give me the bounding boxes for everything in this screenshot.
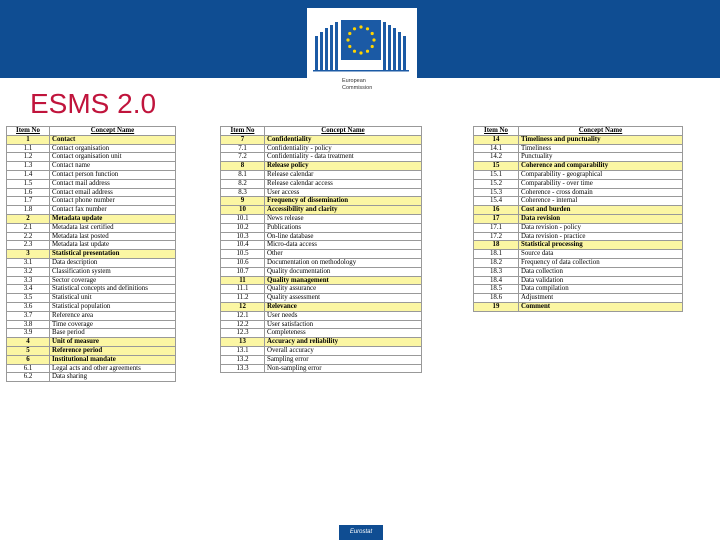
table-row: [221, 346, 422, 355]
item-number: 12.2: [221, 320, 265, 329]
table-row: [221, 320, 422, 329]
item-number: 3.1: [7, 258, 50, 267]
item-number: 10.3: [221, 232, 265, 241]
concept-name: Coherence - cross domain: [519, 188, 683, 197]
concept-name: Contact phone number: [50, 197, 176, 206]
table-row: [474, 223, 683, 232]
concept-name: Timeliness: [519, 144, 683, 153]
concept-name: Cost and burden: [519, 206, 683, 215]
item-number: 15.2: [474, 179, 519, 188]
item-number: 11.1: [221, 285, 265, 294]
item-number: 15: [474, 162, 519, 171]
concept-name: Reference period: [50, 346, 176, 355]
item-number: 15.3: [474, 188, 519, 197]
item-number: 16: [474, 206, 519, 215]
item-number: 11.2: [221, 294, 265, 303]
item-number: 10.4: [221, 241, 265, 250]
item-number: 18: [474, 241, 519, 250]
item-number: 8.1: [221, 170, 265, 179]
table-row: [7, 329, 176, 338]
table-row: [221, 364, 422, 373]
header-item-no: Item No: [474, 127, 519, 136]
concept-name: Comment: [519, 302, 683, 311]
item-number: 18.2: [474, 258, 519, 267]
concept-name: On-line database: [265, 232, 422, 241]
page-title: ESMS 2.0: [30, 88, 157, 119]
table-row: [221, 179, 422, 188]
concept-name: Release policy: [265, 162, 422, 171]
item-number: 2.2: [7, 232, 50, 241]
concept-name: Statistical processing: [519, 241, 683, 250]
table-row: [221, 188, 422, 197]
table-row: [7, 285, 176, 294]
header-concept-name: Concept Name: [265, 127, 422, 136]
concept-name: Data description: [50, 258, 176, 267]
concept-name: Coherence - internal: [519, 197, 683, 206]
item-number: 10.6: [221, 258, 265, 267]
header-item-no: Item No: [7, 127, 50, 136]
item-number: 3.7: [7, 311, 50, 320]
concept-name: Classification system: [50, 267, 176, 276]
table-row: [474, 162, 683, 171]
item-number: 3.5: [7, 294, 50, 303]
table-row: [221, 197, 422, 206]
item-number: 17.1: [474, 223, 519, 232]
table-row: [474, 170, 683, 179]
table-row: [221, 276, 422, 285]
item-number: 13: [221, 338, 265, 347]
item-number: 18.6: [474, 294, 519, 303]
table-row: [474, 206, 683, 215]
concept-name: Non-sampling error: [265, 364, 422, 373]
concept-name: Data compilation: [519, 285, 683, 294]
table-row: [221, 135, 422, 144]
item-number: 1.1: [7, 144, 50, 153]
table-row: [474, 232, 683, 241]
item-number: 18.3: [474, 267, 519, 276]
table-row: [474, 197, 683, 206]
table-row: [7, 355, 176, 364]
table-row: [474, 188, 683, 197]
table-row: [7, 267, 176, 276]
table-row: [221, 355, 422, 364]
item-number: 14: [474, 135, 519, 144]
item-number: 2.1: [7, 223, 50, 232]
concept-name: Time coverage: [50, 320, 176, 329]
concept-name: Release calendar access: [265, 179, 422, 188]
table-row: [221, 223, 422, 232]
european-commission-logo: [307, 8, 417, 104]
item-number: 15.4: [474, 197, 519, 206]
table-row: [7, 276, 176, 285]
item-number: 9: [221, 197, 265, 206]
concept-name: Legal acts and other agreements: [50, 364, 176, 373]
table-row: [7, 206, 176, 215]
item-number: 1.6: [7, 188, 50, 197]
table-row: [221, 338, 422, 347]
table-row: [7, 364, 176, 373]
table-row: [474, 294, 683, 303]
item-number: 15.1: [474, 170, 519, 179]
item-number: 10.2: [221, 223, 265, 232]
table-row: [221, 153, 422, 162]
table-row: [7, 153, 176, 162]
concept-table-3: [473, 126, 683, 312]
table-row: [7, 311, 176, 320]
table-row: [221, 250, 422, 259]
item-number: 14.2: [474, 153, 519, 162]
item-number: 3: [7, 250, 50, 259]
concept-name: Adjustment: [519, 294, 683, 303]
item-number: 3.2: [7, 267, 50, 276]
table-row: [474, 214, 683, 223]
concept-name: Accessibility and clarity: [265, 206, 422, 215]
concept-name: Overall accuracy: [265, 346, 422, 355]
item-number: 1: [7, 135, 50, 144]
concept-name: Confidentiality - data treatment: [265, 153, 422, 162]
concept-name: Contact mail address: [50, 179, 176, 188]
table-row: [221, 285, 422, 294]
concept-name: Reference area: [50, 311, 176, 320]
item-number: 7.2: [221, 153, 265, 162]
table-row: [221, 206, 422, 215]
concept-name: Sampling error: [265, 355, 422, 364]
table-row: [7, 144, 176, 153]
concept-name: Documentation on methodology: [265, 258, 422, 267]
concept-name: Frequency of data collection: [519, 258, 683, 267]
item-number: 7: [221, 135, 265, 144]
concept-name: Publications: [265, 223, 422, 232]
table-row: [221, 232, 422, 241]
item-number: 19: [474, 302, 519, 311]
table-row: [7, 258, 176, 267]
table-row: [474, 258, 683, 267]
item-number: 18.5: [474, 285, 519, 294]
concept-name: Contact name: [50, 162, 176, 171]
item-number: 5: [7, 346, 50, 355]
item-number: 6.2: [7, 373, 50, 382]
table-row: [221, 214, 422, 223]
item-number: 1.3: [7, 162, 50, 171]
item-number: 13.3: [221, 364, 265, 373]
concept-name: Completeness: [265, 329, 422, 338]
table-row: [221, 241, 422, 250]
table-row: [221, 162, 422, 171]
table-row: [221, 311, 422, 320]
item-number: 6: [7, 355, 50, 364]
item-number: 6.1: [7, 364, 50, 373]
concept-name: Contact: [50, 135, 176, 144]
table-row: [7, 294, 176, 303]
item-number: 7.1: [221, 144, 265, 153]
concept-name: Base period: [50, 329, 176, 338]
header-concept-name: Concept Name: [519, 127, 683, 136]
item-number: 12: [221, 302, 265, 311]
item-number: 13.2: [221, 355, 265, 364]
table-row: [7, 179, 176, 188]
item-number: 10: [221, 206, 265, 215]
item-number: 3.8: [7, 320, 50, 329]
table-row: [7, 346, 176, 355]
item-number: 3.3: [7, 276, 50, 285]
table-row: [474, 302, 683, 311]
concept-name: Contact organisation unit: [50, 153, 176, 162]
logo-line-2: Commission: [342, 85, 373, 91]
table-row: [7, 250, 176, 259]
item-number: 10.1: [221, 214, 265, 223]
header-concept-name: Concept Name: [50, 127, 176, 136]
item-number: 8.2: [221, 179, 265, 188]
item-number: 3.4: [7, 285, 50, 294]
concept-table-1: [6, 126, 176, 382]
item-number: 14.1: [474, 144, 519, 153]
concept-name: Release calendar: [265, 170, 422, 179]
item-number: 13.1: [221, 346, 265, 355]
table-row: [7, 135, 176, 144]
table-row: [474, 276, 683, 285]
concept-name: Data revision: [519, 214, 683, 223]
table-row: [474, 241, 683, 250]
concept-table-2: [220, 126, 422, 373]
concept-name: Statistical presentation: [50, 250, 176, 259]
table-row: [221, 144, 422, 153]
concept-name: User needs: [265, 311, 422, 320]
concept-name: Quality documentation: [265, 267, 422, 276]
item-number: 18.1: [474, 250, 519, 259]
concept-name: Data collection: [519, 267, 683, 276]
concept-name: Metadata last certified: [50, 223, 176, 232]
logo-text: [342, 78, 372, 92]
concept-name: Metadata update: [50, 214, 176, 223]
table-row: [7, 162, 176, 171]
table-row: [474, 153, 683, 162]
concept-name: Unit of measure: [50, 338, 176, 347]
table-row: [474, 285, 683, 294]
concept-name: Statistical population: [50, 302, 176, 311]
concept-name: Quality management: [265, 276, 422, 285]
item-number: 12.3: [221, 329, 265, 338]
table-row: [474, 179, 683, 188]
concept-name: Sector coverage: [50, 276, 176, 285]
concept-name: Comparability - geographical: [519, 170, 683, 179]
table-row: [7, 170, 176, 179]
table-row: [221, 170, 422, 179]
item-number: 3.9: [7, 329, 50, 338]
table-row: [7, 197, 176, 206]
concept-name: Source data: [519, 250, 683, 259]
concept-name: Other: [265, 250, 422, 259]
eurostat-footer-label: Eurostat: [339, 525, 383, 540]
table-row: [7, 223, 176, 232]
concept-name: Data validation: [519, 276, 683, 285]
concept-name: Statistical unit: [50, 294, 176, 303]
concept-name: Quality assurance: [265, 285, 422, 294]
item-number: 10.7: [221, 267, 265, 276]
concept-name: Confidentiality - policy: [265, 144, 422, 153]
concept-name: Micro-data access: [265, 241, 422, 250]
table-row: [474, 250, 683, 259]
table-row: [474, 135, 683, 144]
table-row: [7, 188, 176, 197]
concept-name: Data revision - practice: [519, 232, 683, 241]
concept-name: Metadata last posted: [50, 232, 176, 241]
concept-name: Coherence and comparability: [519, 162, 683, 171]
item-number: 12.1: [221, 311, 265, 320]
concept-name: Statistical concepts and definitions: [50, 285, 176, 294]
concept-name: Comparability - over time: [519, 179, 683, 188]
table-row: [221, 258, 422, 267]
table-row: [474, 144, 683, 153]
table-row: [221, 302, 422, 311]
table-row: [7, 302, 176, 311]
item-number: 11: [221, 276, 265, 285]
concept-name: Confidentiality: [265, 135, 422, 144]
concept-name: Accuracy and reliability: [265, 338, 422, 347]
item-number: 4: [7, 338, 50, 347]
concept-name: Data revision - policy: [519, 223, 683, 232]
item-number: 1.2: [7, 153, 50, 162]
item-number: 1.4: [7, 170, 50, 179]
item-number: 1.8: [7, 206, 50, 215]
header-item-no: Item No: [221, 127, 265, 136]
concept-name: Institutional mandate: [50, 355, 176, 364]
table-row: [221, 267, 422, 276]
concept-name: Contact person function: [50, 170, 176, 179]
concept-name: User satisfaction: [265, 320, 422, 329]
item-number: 18.4: [474, 276, 519, 285]
table-row: [7, 241, 176, 250]
logo-line-1: European: [342, 78, 366, 84]
concept-name: Data sharing: [50, 373, 176, 382]
concept-name: Frequency of dissemination: [265, 197, 422, 206]
item-number: 8: [221, 162, 265, 171]
table-row: [7, 373, 176, 382]
item-number: 3.6: [7, 302, 50, 311]
item-number: 8.3: [221, 188, 265, 197]
item-number: 17: [474, 214, 519, 223]
berlaymont-building-icon: [307, 8, 417, 78]
concept-name: Contact organisation: [50, 144, 176, 153]
table-row: [7, 320, 176, 329]
table-row: [7, 214, 176, 223]
item-number: 10.5: [221, 250, 265, 259]
concept-name: Quality assessment: [265, 294, 422, 303]
concept-name: Contact fax number: [50, 206, 176, 215]
table-row: [7, 232, 176, 241]
table-row: [7, 338, 176, 347]
item-number: 2.3: [7, 241, 50, 250]
table-row: [221, 329, 422, 338]
concept-name: Timeliness and punctuality: [519, 135, 683, 144]
table-row: [474, 267, 683, 276]
concept-name: Punctuality: [519, 153, 683, 162]
item-number: 17.2: [474, 232, 519, 241]
concept-name: News release: [265, 214, 422, 223]
concept-name: Relevance: [265, 302, 422, 311]
item-number: 2: [7, 214, 50, 223]
concept-name: Metadata last update: [50, 241, 176, 250]
concept-name: User access: [265, 188, 422, 197]
table-row: [221, 294, 422, 303]
item-number: 1.7: [7, 197, 50, 206]
concept-name: Contact email address: [50, 188, 176, 197]
item-number: 1.5: [7, 179, 50, 188]
